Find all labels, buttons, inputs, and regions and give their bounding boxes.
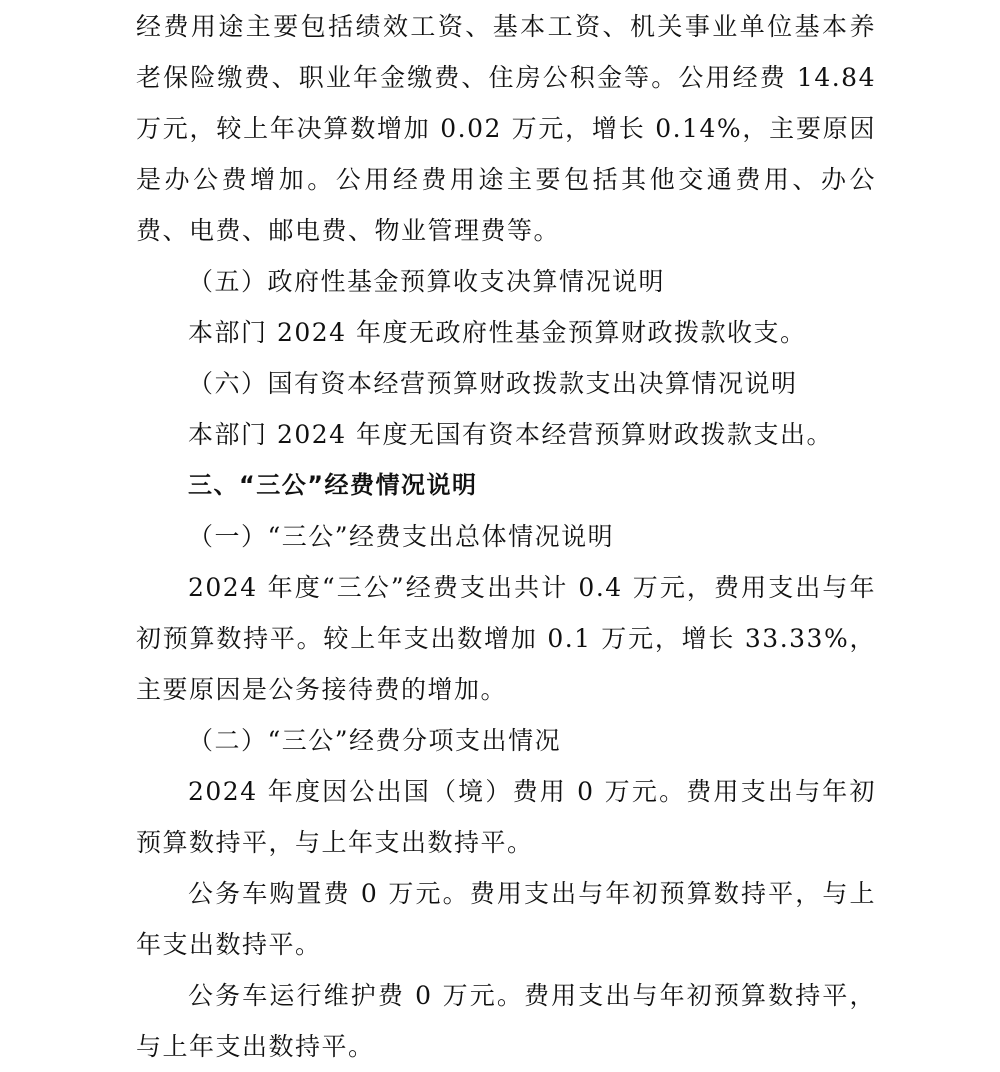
sub2-paragraph-vehicle-purchase: 公务车购置费 0 万元。费用支出与年初预算数持平，与上年支出数持平。 — [136, 879, 876, 959]
section-6-heading: （六）国有资本经营预算财政拨款支出决算情况说明 — [188, 369, 798, 398]
sub2-paragraph-travel-abroad: 2024 年度因公出国（境）费用 0 万元。费用支出与年初预算数持平，与上年支出数持平。 — [136, 777, 876, 857]
section-6-body: 本部门 2024 年度无国有资本经营预算财政拨款支出。 — [188, 420, 834, 449]
sub2-paragraph-vehicle-maintenance: 公务车运行维护费 0 万元。费用支出与年初预算数持平，与上年支出数持平。 — [136, 981, 876, 1061]
continuation-paragraph: 经费用途主要包括绩效工资、基本工资、机关事业单位基本养老保险缴费、职业年金缴费、住房公积金等。公用经费 14.84 万元，较上年决算数增加 0.02 万元，增长 0.14%，主要原因是办公费增加。公用经费用途主要包括其他交通费用、办公费、电费、邮电费、物业管理费等。 — [136, 12, 876, 245]
section-three-sub1-heading: （一）“三公”经费支出总体情况说明 — [188, 522, 615, 551]
section-three-heading: 三、“三公”经费情况说明 — [188, 471, 478, 499]
section-5-heading: （五）政府性基金预算收支决算情况说明 — [188, 267, 666, 296]
document-page — [136, 0, 876, 1072]
section-three-sub2-heading: （二）“三公”经费分项支出情况 — [188, 726, 562, 755]
section-5-body: 本部门 2024 年度无政府性基金预算财政拨款收支。 — [188, 318, 807, 347]
section-three-sub1-body: 2024 年度“三公”经费支出共计 0.4 万元，费用支出与年初预算数持平。较上年支出数增加 0.1 万元，增长 33.33%，主要原因是公务接待费的增加。 — [136, 573, 876, 704]
